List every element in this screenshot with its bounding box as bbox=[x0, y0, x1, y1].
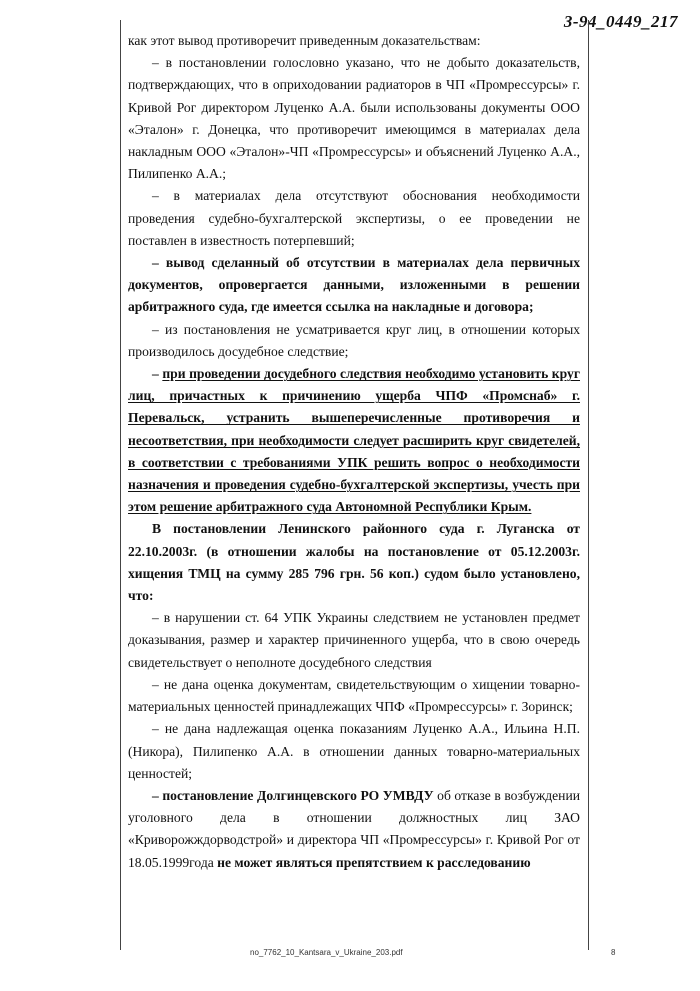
paragraph-dolgintsevo-decision bbox=[128, 785, 580, 874]
paragraph-testimony-assessment: – не дана надлежащая оценка показаниям Луценко А.А., Ильина Н.П. (Никора), Пилипенко А.А. в отношении данных товарно-материальных ценностей; bbox=[128, 721, 580, 781]
paragraph-required-actions bbox=[128, 363, 580, 518]
case-number: 3-94_0449_217 bbox=[563, 12, 678, 31]
bold-lead: – постановление Долгинцевского РО УМВДУ bbox=[152, 787, 434, 803]
paragraph-circle-of-persons: – из постановления не усматривается круг лиц, в отношении которых производилось досудебное следствие; bbox=[128, 321, 580, 359]
regular-text: об отказе в возбуждении уголовного дела в отношении должностных лиц ЗАО «Криворожждорводстрой» и директора ЧП «Промрессурсы» г. Кривой Рог от 18.05.1999года bbox=[128, 787, 580, 870]
paragraph-documents-assessment: – не дана оценка документам, свидетельствующим о хищении товарно-материальных ценностей принадлежащих ЧПФ «Промрессурсы» г. Зоринск; bbox=[128, 676, 580, 715]
paragraph-continuation: как этот вывод противоречит приведенным доказательствам: bbox=[128, 33, 481, 48]
paragraph-unproven-claim: – в постановлении голословно указано, что не добыто доказательств, подтверждающих, что в оприходовании радиаторов в ЧП «Промрессурсы» г. Кривой Рог директором Луценко А.А. были использованы документы ООО «Эталон» г. Донецка, что противоречит имеющимся в материалах дела накладным ООО «Эталон»-ЧП «Промрессурсы» и объяснений Луценко А.А., Пилипенко А.А.; bbox=[128, 55, 580, 182]
right-margin-rule bbox=[588, 20, 589, 950]
paragraph-primary-documents: – вывод сделанный об отсутствии в материалах дела первичных документов, опровергается данными, изложенными в решении арбитражного суда, где имеется ссылка на накладные и договора; bbox=[128, 255, 580, 315]
underlined-instructions: при проведении досудебного следствия необходимо установить круг лиц, причастных к причинению ущерба ЧПФ «Промснаб» г. Перевальск, устранить вышеперечисленные противоречия и несоответствия, при необходимости следует расширить круг свидетелей, в соответствии с требованиями УПК решить вопрос о необходимости назначения и проведения судебно-бухгалтерской экспертизы, учесть при этом решение арбитражного суда Автономной Республики Крым. bbox=[128, 366, 580, 515]
footer-filename: no_7762_10_Kantsara_v_Ukraine_203.pdf bbox=[250, 948, 403, 957]
bold-tail: не может являться препятствием к расследованию bbox=[217, 854, 531, 870]
paragraph-lenin-court: В постановлении Ленинского районного суда г. Луганска от 22.10.2003г. (в отношении жалобы на постановление от 05.12.2003г. хищения ТМЦ на сумму 285 796 грн. 56 коп.) судом было установлено, что: bbox=[128, 521, 580, 604]
dash: – bbox=[152, 366, 163, 382]
document-body bbox=[128, 30, 580, 874]
paragraph-art-64: – в нарушении ст. 64 УПК Украины следствием не установлен предмет доказывания, размер и характер причиненного ущерба, что в свою очередь свидетельствует о неполноте досудебного следствия bbox=[128, 610, 580, 670]
left-margin-rule bbox=[120, 20, 121, 950]
paragraph-expertise: – в материалах дела отсутствуют обоснования необходимости проведения судебно-бухгалтерской экспертизы, о ее проведении не поставлен в известность потерпевший; bbox=[128, 188, 580, 248]
page-number: 8 bbox=[611, 948, 616, 957]
